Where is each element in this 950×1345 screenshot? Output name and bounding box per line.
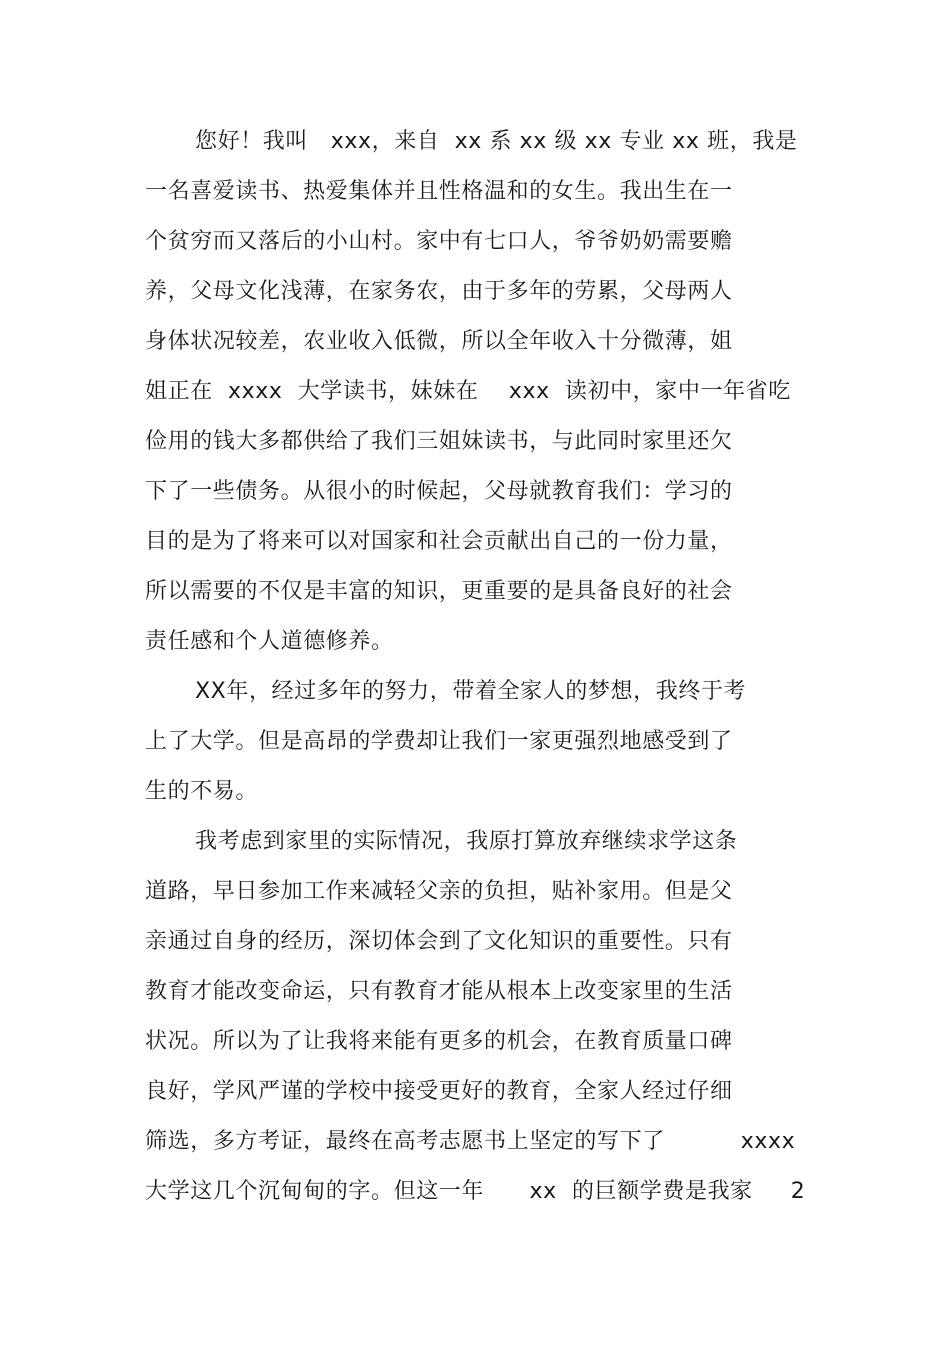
paragraph-3-line-4: 教育才能改变命运，只有教育才能从根本上改变家里的生活 [145,979,733,1004]
paragraph-1-line-4: 养，父母文化浅薄，在家务农，由于多年的劳累，父母两人 [145,279,733,304]
paragraph-1-line-8: 下了一些债务。从很小的时候起，父母就教育我们：学习的 [145,479,733,504]
paragraph-3-line-1: 我考虑到家里的实际情况，我原打算放弃继续求学这条 [195,829,738,854]
paragraph-2-line-3: 生的不易。 [145,779,259,804]
paragraph-1-line-6: 姐正在 xxxx 大学读书，妹妹在 xxx 读初中，家中一年省吃 [145,379,791,404]
paragraph-3-line-5: 状况。所以为了让我将来能有更多的机会，在教育质量口碑 [145,1029,733,1054]
paragraph-1-line-3: 个贫穷而又落后的小山村。家中有七口人，爷爷奶奶需要赡 [145,229,733,254]
paragraph-1-line-1: 您好！我叫 xxx，来自 xx 系 xx 级 xx 专业 xx 班，我是 [195,129,798,154]
paragraph-1-line-5: 身体状况较差，农业收入低微，所以全年收入十分微薄，姐 [145,329,733,354]
paragraph-3-line-8: 大学这几个沉甸甸的字。但这一年 xx 的巨额学费是我家 2 [145,1179,806,1204]
paragraph-3-line-6: 良好，学风严谨的学校中接受更好的教育，全家人经过仔细 [145,1079,733,1104]
paragraph-3-line-2: 道路，早日参加工作来减轻父亲的负担，贴补家用。但是父 [145,879,733,904]
paragraph-1-line-2: 一名喜爱读书、热爱集体并且性格温和的女生。我出生在一 [145,179,733,204]
paragraph-1-line-9: 目的是为了将来可以对国家和社会贡献出自己的一份力量， [145,529,733,554]
paragraph-1-line-10: 所以需要的不仅是丰富的知识，更重要的是具备良好的社会 [145,579,733,604]
paragraph-3-line-7: 筛选，多方考证，最终在高考志愿书上坚定的写下了 xxxx [145,1129,796,1154]
paragraph-2-line-1: XX年，经过多年的努力，带着全家人的梦想，我终于考 [195,679,747,704]
paragraph-2-line-2: 上了大学。但是高昂的学费却让我们一家更强烈地感受到了 [145,729,733,754]
paragraph-1-line-7: 俭用的钱大多都供给了我们三姐妹读书，与此同时家里还欠 [145,429,733,454]
paragraph-3-line-3: 亲通过自身的经历，深切体会到了文化知识的重要性。只有 [145,929,733,954]
paragraph-1-line-11: 责任感和个人道德修养。 [145,629,394,654]
